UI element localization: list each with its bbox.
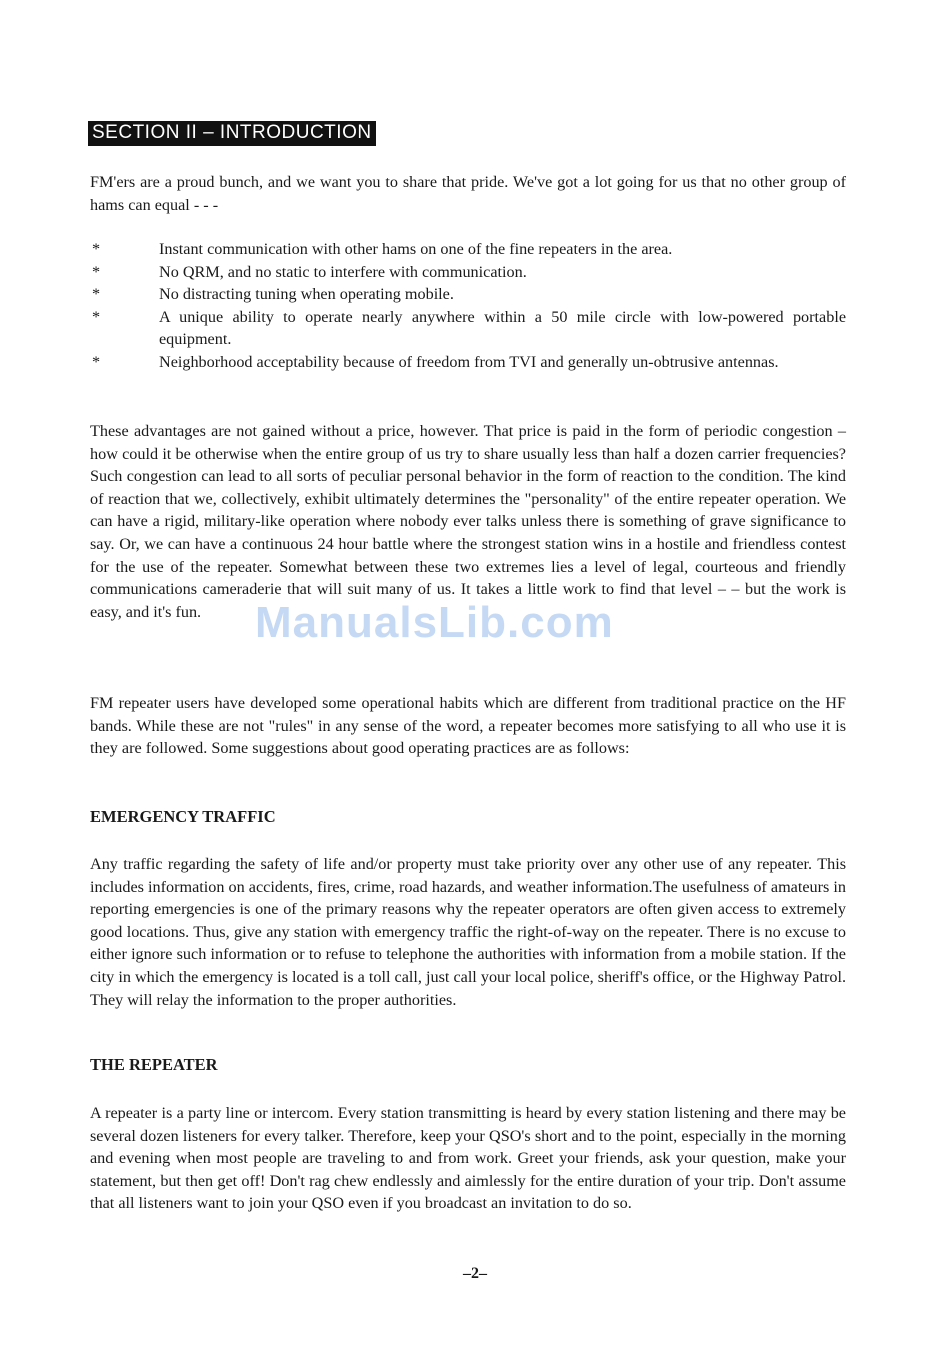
list-item-text: Neighborhood acceptability because of freedom from TVI and generally un-obtrusive antennas. (159, 352, 779, 371)
bullet-marker: * (92, 262, 101, 281)
bullet-marker: * (92, 352, 101, 371)
bullet-marker: * (92, 240, 101, 258)
intro-paragraph: FM'ers are a proud bunch, and we want you to share that pride. We've got a lot going for us that no other group of hams can equal - - - (90, 173, 846, 214)
list-item (90, 283, 846, 306)
emergency-paragraph: Any traffic regarding the safety of life and/or property must take priority over any other use of any repeater. This includes information on accidents, fires, crime, road hazards, and weather information.The usefulness of amateurs in reporting emergencies is one of the primary reasons why the repeater operators are often given access to extremely good locations. Thus, give any station with emergency traffic the right-of-way on the repeater. There is no excuse to either ignore such information or to refuse to telephone the authorities with information from a mobile station. If the city in which the emergency is located is a toll call, just call your local police, sheriff's office, or the Highway Patrol. They will relay the information to the proper authorities. (90, 855, 846, 1009)
bullet-marker: * (92, 307, 101, 326)
list-item (90, 261, 846, 284)
list-item (90, 351, 846, 374)
emergency-traffic-heading: EMERGENCY TRAFFIC (90, 807, 276, 826)
list-item-text: A unique ability to operate nearly anywhere within a 50 mile circle with low-powered portable equipment. (159, 307, 846, 349)
list-item-text: No QRM, and no static to interfere with communication. (159, 262, 527, 281)
habits-paragraph: FM repeater users have developed some operational habits which are different from traditional practice on the HF bands. While these are not "rules" in any sense of the word, a repeater becomes more satisfying to all who use it is they are followed. Some suggestions about good operating practices are as follows: (90, 694, 846, 758)
repeater-paragraph: A repeater is a party line or intercom. Every station transmitting is heard by every station listening and there may be several dozen listeners for every talker. Therefore, keep your QSO's short and to the point, especially in the morning and evening when most people are traveling to and from work. Greet your friends, ask your question, make your statement, but then get off! Don't rag chew endlessly and aimlessly for the entire duration of your trip. Don't assume that all listeners want to join your QSO even if you broadcast an invitation to do so. (90, 1104, 846, 1213)
price-paragraph: These advantages are not gained without a price, however. That price is paid in the form of periodic congestion – how could it be otherwise when the entire group of us try to share usually less than half a dozen carrier frequencies? Such congestion can lead to all sorts of peculiar personal behavior in the form of reaction to the condition. The kind of reaction that we, collectively, exhibit ultimately determines the "personality" of the entire repeater operation. We can have a rigid, military-like operation where nobody ever talks unless there is something of grave significance to say. Or, we can have a continuous 24 hour battle where the strongest station wins in a hostile and friendless contest for the use of the repeater. Somewhat between these two extremes lies a level of legal, courteous and friendly communications cameraderie that will suit many of us. It takes a little work to find that level – – but the work is easy, and it's fun. (90, 422, 846, 621)
bullet-marker: * (92, 285, 101, 304)
repeater-heading: THE REPEATER (90, 1055, 218, 1074)
section-title: SECTION II – INTRODUCTION (88, 121, 376, 146)
list-item (90, 238, 846, 261)
advantages-list (90, 238, 846, 374)
page-number: –2– (463, 1265, 487, 1282)
list-item-text: No distracting tuning when operating mobile. (159, 285, 454, 304)
list-item-text: Instant communication with other hams on one of the fine repeaters in the area. (159, 240, 673, 258)
watermark: ManualsLib.com (255, 598, 614, 647)
list-item (90, 306, 846, 351)
